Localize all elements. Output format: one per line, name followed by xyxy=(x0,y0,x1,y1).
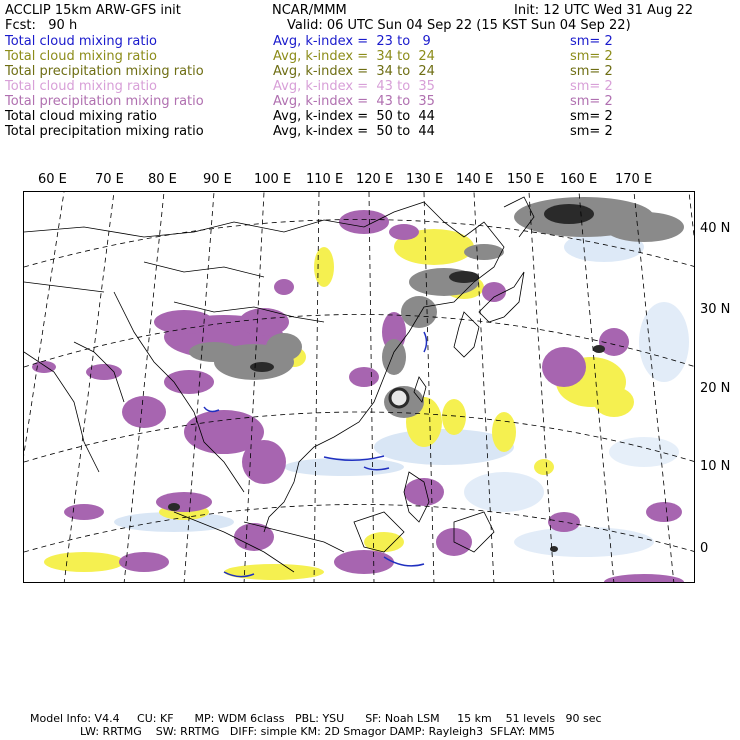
lat-label: 10 N xyxy=(700,459,731,474)
lat-label: 40 N xyxy=(700,221,731,236)
field-row xyxy=(5,109,735,124)
init-time: Init: 12 UTC Wed 31 Aug 22 xyxy=(514,3,694,18)
lon-label: 120 E xyxy=(356,172,394,187)
valid-time: Valid: 06 UTC Sun 04 Sep 22 (15 KST Sun 04 Sep 22) xyxy=(287,18,631,33)
field-sm: sm= 2 xyxy=(570,79,613,94)
field-row xyxy=(5,94,735,109)
center-title: NCAR/MMM xyxy=(272,3,347,18)
model-info-line2: LW: RRTMG SW: RRTMG DIFF: simple KM: 2D Smagor DAMP: Rayleigh3 SFLAY: MM5 xyxy=(80,725,555,738)
field-index: Avg, k-index = 43 to 35 xyxy=(273,79,435,94)
typhoon-eye xyxy=(390,389,408,407)
model-title: ACCLIP 15km ARW-GFS init xyxy=(5,3,181,18)
lon-label: 100 E xyxy=(254,172,292,187)
field-name: Total precipitation mixing ratio xyxy=(5,64,204,79)
lat-label: 30 N xyxy=(700,302,731,317)
field-name: Total cloud mixing ratio xyxy=(5,79,158,94)
lon-label: 150 E xyxy=(507,172,545,187)
field-name: Total precipitation mixing ratio xyxy=(5,94,204,109)
lon-label: 160 E xyxy=(560,172,598,187)
field-sm: sm= 2 xyxy=(570,64,613,79)
forecast-hour: Fcst: 90 h xyxy=(5,18,78,33)
map-svg xyxy=(24,192,695,583)
lat-label: 0 xyxy=(700,541,709,556)
lon-label: 110 E xyxy=(306,172,344,187)
field-sm: sm= 2 xyxy=(570,124,613,139)
field-sm: sm= 2 xyxy=(570,94,613,109)
lon-label: 60 E xyxy=(38,172,67,187)
lon-label: 170 E xyxy=(615,172,653,187)
field-row xyxy=(5,64,735,79)
field-index: Avg, k-index = 50 to 44 xyxy=(273,124,435,139)
lon-label: 80 E xyxy=(148,172,177,187)
field-index: Avg, k-index = 43 to 35 xyxy=(273,94,435,109)
field-name: Total cloud mixing ratio xyxy=(5,109,158,124)
field-row xyxy=(5,124,735,139)
field-row xyxy=(5,34,735,49)
lon-label: 90 E xyxy=(203,172,232,187)
field-index: Avg, k-index = 34 to 24 xyxy=(273,64,435,79)
field-sm: sm= 2 xyxy=(570,49,613,64)
lat-label: 20 N xyxy=(700,381,731,396)
field-row xyxy=(5,79,735,94)
field-index: Avg, k-index = 50 to 44 xyxy=(273,109,435,124)
model-info-line1: Model Info: V4.4 CU: KF MP: WDM 6class PBL: YSU SF: Noah LSM 15 km 51 levels 90 sec xyxy=(30,712,602,725)
lon-label: 130 E xyxy=(406,172,444,187)
field-name: Total cloud mixing ratio xyxy=(5,34,158,49)
field-sm: sm= 2 xyxy=(570,34,613,49)
field-row xyxy=(5,49,735,64)
lon-label: 140 E xyxy=(456,172,494,187)
field-index: Avg, k-index = 23 to 9 xyxy=(273,34,431,49)
map-panel xyxy=(23,191,695,583)
field-index: Avg, k-index = 34 to 24 xyxy=(273,49,435,64)
lon-label: 70 E xyxy=(95,172,124,187)
field-sm: sm= 2 xyxy=(570,109,613,124)
field-name: Total precipitation mixing ratio xyxy=(5,124,204,139)
field-name: Total cloud mixing ratio xyxy=(5,49,158,64)
